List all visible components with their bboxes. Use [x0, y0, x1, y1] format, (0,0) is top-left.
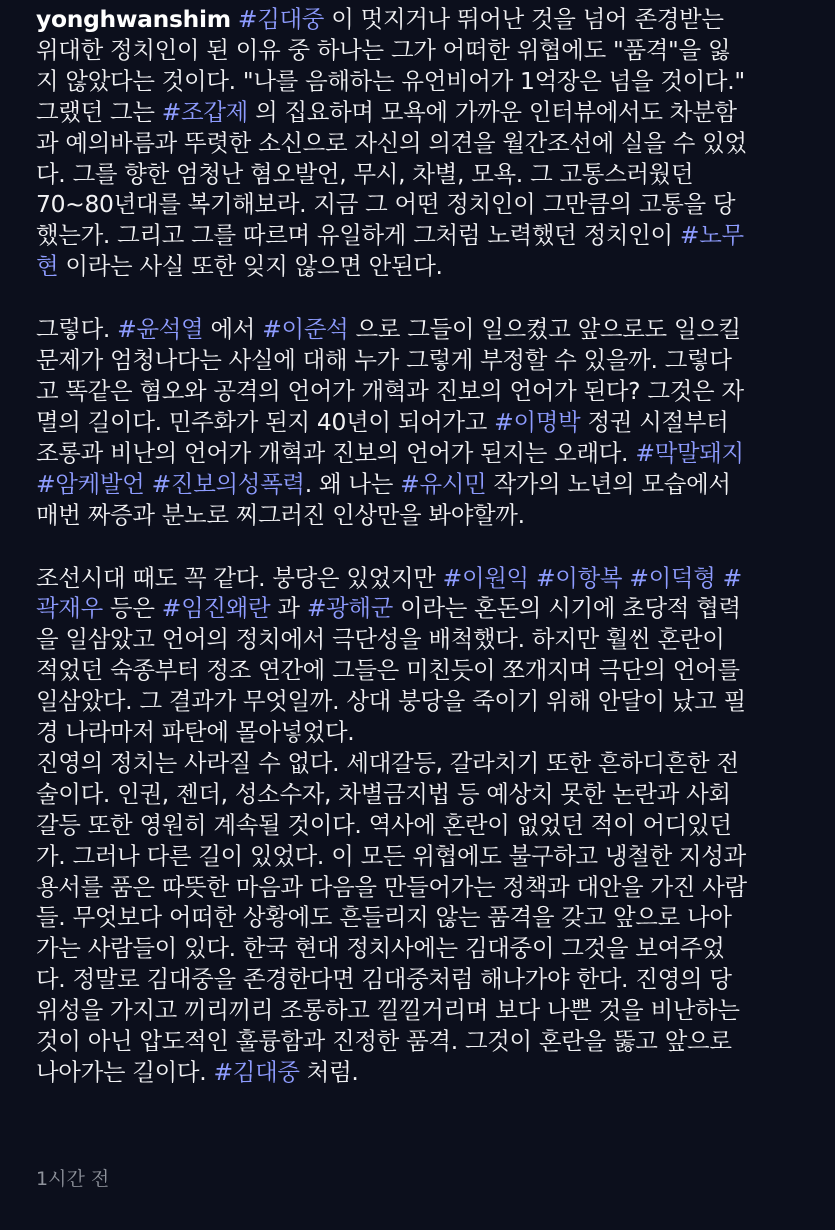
- hashtag-link[interactable]: #이덕형: [629, 563, 716, 592]
- caption-line: 과 예의바름과 뚜렷한 소신으로 자신의 의견을 월간조선에 실을 수 있었: [36, 128, 747, 157]
- hashtag-link[interactable]: #이준석: [262, 315, 349, 344]
- hashtag-link[interactable]: #진보의성폭력: [151, 469, 305, 498]
- caption-line: 적었던 숙종부터 정조 연간에 그들은 미친듯이 쪼개지며 극단의 언어를: [36, 656, 740, 685]
- caption-text: 이 멋지거나 뛰어난 것을 넘어 존경받는: [324, 5, 724, 33]
- caption-text: [144, 470, 151, 498]
- hashtag-link[interactable]: #김대중: [213, 1058, 300, 1086]
- hashtag-link[interactable]: #김대중: [237, 5, 325, 33]
- caption-text: 멸의 길이다. 민주화가 된지 40년이 되어가고: [36, 407, 495, 436]
- caption-line: 진영의 정치는 사라질 수 없다. 세대갈등, 갈라치기 또한 흔하디흔한 전: [36, 748, 739, 777]
- hashtag-link[interactable]: 곽재우: [36, 594, 103, 623]
- caption-line: 위대한 정치인이 된 이유 중 하나는 그가 어떠한 위협에도 "품격"을 잃: [36, 35, 731, 64]
- caption-text: 조롱과 비난의 언어가 개혁과 진보의 언어가 된지는 오래다.: [36, 438, 636, 467]
- hashtag-link[interactable]: #이항복: [536, 563, 623, 592]
- paragraph-gap: [36, 531, 811, 563]
- caption-line: 들. 무엇보다 어떠한 상황에도 흔들리지 않는 품격을 갖고 앞으로 나아: [36, 903, 732, 932]
- caption-text: 조선시대 때도 꼭 같다. 붕당은 있었지만: [36, 563, 443, 592]
- post-caption: [36, 4, 811, 1088]
- caption-line: 매번 짜증과 분노로 찌그러진 인상만을 봐야할까.: [36, 500, 525, 529]
- paragraph-gap: [36, 282, 811, 314]
- caption-line: 위성을 가지고 끼리끼리 조롱하고 낄낄거리며 보다 나쁜 것을 비난하는: [36, 996, 740, 1025]
- username-link[interactable]: yonghwanshim: [36, 5, 231, 33]
- caption-line: [36, 251, 811, 282]
- hashtag-link[interactable]: #암케발언: [36, 469, 145, 498]
- caption-text: 그랬던 그는: [36, 97, 162, 126]
- caption-line: [36, 593, 811, 624]
- hashtag-link[interactable]: #이명박: [494, 407, 581, 436]
- hashtag-link[interactable]: #광해군: [306, 594, 394, 623]
- caption-text: 나아가는 길이다.: [36, 1058, 214, 1086]
- hashtag-link[interactable]: #: [722, 563, 742, 592]
- caption-text: 이라는 사실 또한 잊지 않으면 안된다.: [58, 252, 443, 281]
- caption-text: 처럼.: [299, 1058, 359, 1086]
- hashtag-link[interactable]: 현: [36, 252, 59, 281]
- caption-line: 가는 사람들이 있다. 한국 현대 정치사에는 김대중이 그것을 보여주었: [36, 934, 725, 963]
- caption-text: [716, 564, 723, 592]
- caption-line: 술이다. 인권, 젠더, 성소수자, 차별금지법 등 예상치 못한 논란과 사회: [36, 779, 731, 808]
- caption-line: 갈등 또한 영원히 계속될 것이다. 역사에 혼란이 없었던 적이 어디있던: [36, 810, 732, 839]
- caption-text: 이라는 혼돈의 시기에 초당적 협력: [393, 594, 741, 623]
- caption-line: 지 않았다는 것이다. "나를 음해하는 유언비어가 1억장은 넘을 것이다.": [36, 66, 745, 95]
- caption-text: 으로 그들이 일으켰고 앞으로도 일으킬: [348, 315, 741, 344]
- caption-line: 용서를 품은 따뜻한 마음과 다음을 만들어가는 정책과 대안을 가진 사람: [36, 872, 747, 901]
- hashtag-link[interactable]: #윤석열: [117, 315, 204, 344]
- caption-line: 을 일삼았고 언어의 정치에서 극단성을 배척했다. 하지만 훨씬 혼란이: [36, 625, 725, 654]
- caption-line: 문제가 엄청나다는 사실에 대해 누가 그렇게 부정할 수 있을까. 그렇다: [36, 346, 732, 375]
- hashtag-link[interactable]: #막말돼지: [635, 438, 744, 467]
- caption-text: 그렇다.: [36, 315, 118, 344]
- caption-line: 다. 정말로 김대중을 존경한다면 김대중처럼 해나가야 한다. 진영의 당: [36, 965, 732, 994]
- hashtag-link[interactable]: #노무: [679, 221, 744, 250]
- caption-line: [36, 1057, 811, 1088]
- caption-text: 작가의 노년의 모습에서: [486, 469, 731, 498]
- caption-line: [36, 4, 811, 35]
- caption-text: [529, 564, 536, 592]
- hashtag-link[interactable]: #임진왜란: [161, 594, 271, 623]
- caption-text: 과: [270, 594, 307, 623]
- caption-line: 70~80년대를 복기해보라. 지금 그 어떤 정치인이 그만큼의 고통을 당: [36, 190, 736, 219]
- caption-line: [36, 97, 811, 128]
- caption-text: 정권 시절부터: [580, 407, 729, 436]
- hashtag-link[interactable]: #유시민: [400, 469, 487, 498]
- caption-line: 고 똑같은 혐오와 공격의 언어가 개혁과 진보의 언어가 된다? 그것은 자: [36, 376, 744, 405]
- post-timestamp: 1시간 전: [36, 1168, 110, 1190]
- caption-text: . 왜 나는: [304, 469, 401, 498]
- caption-line: [36, 220, 811, 251]
- hashtag-link[interactable]: #이원익: [442, 563, 529, 592]
- caption-line: [36, 469, 811, 500]
- caption-line: 다. 그를 향한 엄청난 혐오발언, 무시, 차별, 모욕. 그 고통스러웠던: [36, 159, 694, 188]
- caption-line: [36, 438, 811, 469]
- caption-text: 했는가. 그리고 그를 따르며 유일하게 그처럼 노력했던 정치인이: [36, 221, 680, 250]
- caption-line: 것이 아닌 압도적인 훌륭함과 진정한 품격. 그것이 혼란을 뚫고 앞으로: [36, 1027, 732, 1056]
- caption-text: 등은: [102, 594, 162, 623]
- caption-line: 경 나라마저 파탄에 몰아넣었다.: [36, 718, 355, 747]
- caption-line: [36, 314, 811, 345]
- caption-text: 에서: [203, 315, 263, 344]
- caption-line: [36, 563, 811, 594]
- caption-line: [36, 407, 811, 438]
- caption-text: 의 집요하며 모욕에 가까운 인터뷰에서도 차분함: [247, 97, 737, 126]
- caption-line: 일삼았다. 그 결과가 무엇일까. 상대 붕당을 죽이기 위해 안달이 났고 필: [36, 687, 746, 716]
- caption-line: 가. 그러나 다른 길이 있었다. 이 모든 위협에도 불구하고 냉철한 지성과: [36, 841, 746, 870]
- hashtag-link[interactable]: #조갑제: [161, 97, 248, 126]
